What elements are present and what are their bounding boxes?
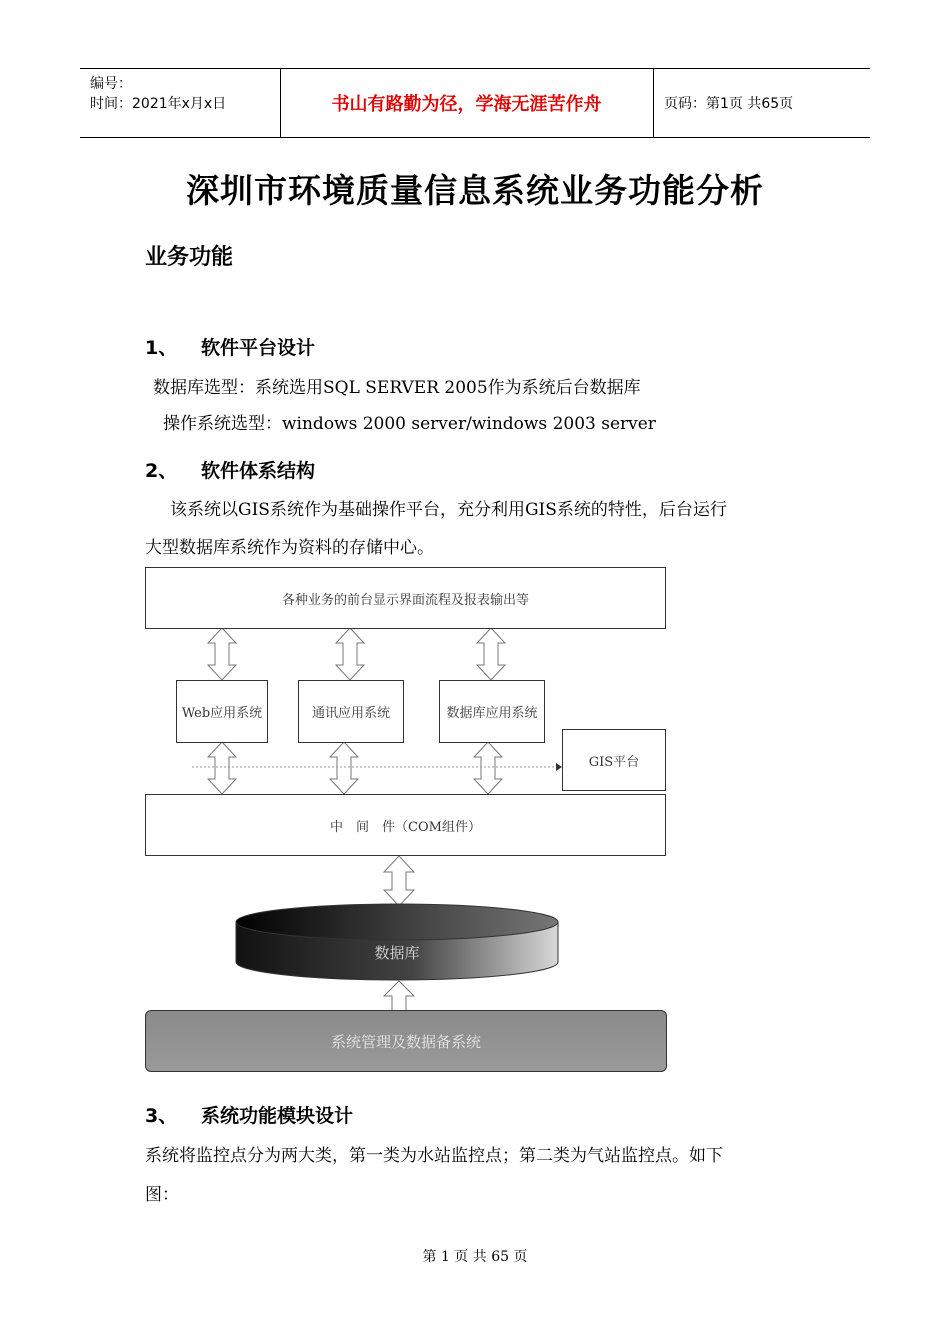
section-heading: 业务功能	[145, 245, 234, 270]
double-arrow-icon	[330, 742, 358, 794]
paragraph-line: 操作系统选型：windows 2000 server/windows 2003 server	[163, 414, 656, 434]
double-arrow-icon	[384, 856, 414, 906]
paragraph-line: 该系统以GIS系统作为基础操作平台，充分利用GIS系统的特性，后台运行	[170, 500, 727, 520]
comm-app-box: 通讯应用系统	[298, 680, 404, 743]
section-3-heading	[145, 1101, 353, 1128]
database-cylinder-top	[236, 904, 558, 940]
section-number: 3、	[145, 1105, 178, 1127]
paragraph-line: 系统将监控点分为两大类，第一类为水站监控点；第二类为气站监控点。如下	[145, 1146, 723, 1166]
number-label: 编号：	[90, 76, 132, 92]
page-footer: 第 1 页 共 65 页	[422, 1249, 528, 1265]
double-arrow-icon	[208, 742, 236, 794]
section-number: 2、	[145, 460, 178, 482]
double-arrow-icon	[208, 628, 236, 680]
frontend-display-box: 各种业务的前台显示界面流程及报表输出等	[145, 567, 666, 629]
motto: 书山有路勤为径，学海无涯苦作舟	[280, 69, 654, 137]
section-title: 软件体系结构	[201, 460, 316, 482]
section-title: 软件平台设计	[201, 337, 316, 359]
web-app-box: Web应用系统	[176, 680, 268, 743]
db-app-box: 数据库应用系统	[439, 680, 545, 743]
document-title: 深圳市环境质量信息系统业务功能分析	[186, 171, 764, 210]
double-arrow-icon	[336, 628, 364, 680]
paragraph-line: 图：	[145, 1185, 179, 1205]
section-title: 系统功能模块设计	[201, 1105, 354, 1127]
double-arrow-icon	[474, 742, 502, 794]
double-arrow-icon	[477, 628, 505, 680]
paragraph-line: 大型数据库系统作为资料的存储中心。	[145, 538, 434, 558]
time-label: 时间：2021年x月x日	[90, 96, 227, 112]
gis-platform-box: GIS平台	[562, 729, 666, 791]
section-number: 1、	[145, 337, 178, 359]
middleware-box: 中 间 件（COM组件）	[145, 794, 666, 856]
paragraph-line: 数据库选型：系统选用SQL SERVER 2005作为系统后台数据库	[153, 378, 641, 398]
database-label: 数据库	[374, 944, 420, 962]
page-info: 页码：第1页 共65页	[664, 96, 794, 112]
backup-system-box: 系统管理及数据备系统	[145, 1010, 667, 1072]
